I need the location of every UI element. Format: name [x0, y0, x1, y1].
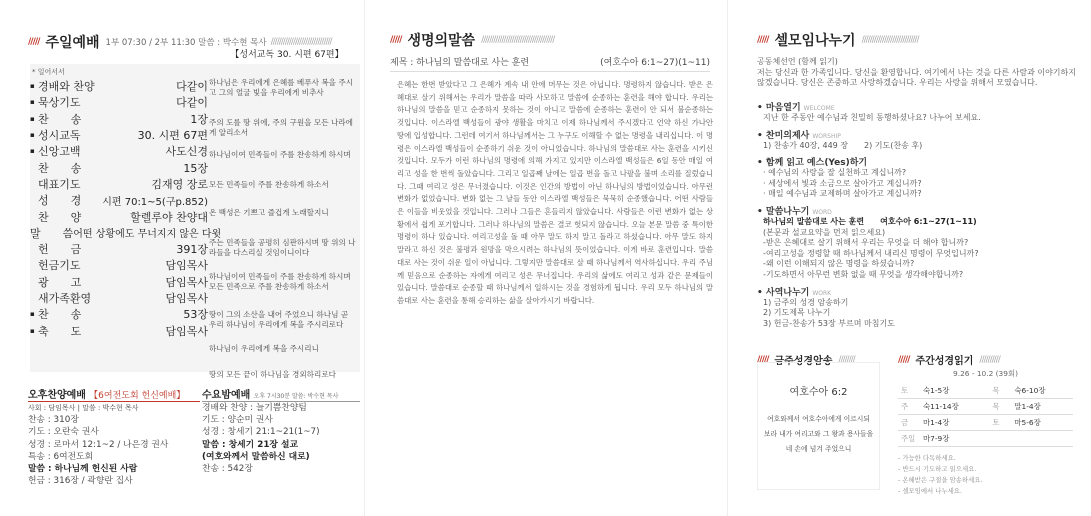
- order-who: 53장: [183, 308, 208, 322]
- fold-line-2: [727, 0, 728, 516]
- memory-ref: 여호수아 6:2: [789, 387, 848, 398]
- order-row: [30, 306, 208, 322]
- cell-line: 3) 헌금-찬송가 53장 부르며 마침기도: [763, 318, 895, 328]
- cell-line: 하나님의 말씀대로 사는 훈련 여호수아 6:1~27(1~11): [763, 216, 977, 226]
- reading-note: - 가능한 다독하세요.: [898, 454, 956, 462]
- order-row: [30, 290, 208, 306]
- afternoon-details: [28, 402, 200, 487]
- reading-day: 토: [989, 415, 1011, 431]
- order-row: [30, 274, 208, 290]
- cell-section-en: WORSHIP: [812, 132, 841, 140]
- reading-text: 말1-4장: [1011, 399, 1073, 415]
- wednesday-line: 말씀 : 창세기 21장 설교: [202, 439, 298, 450]
- cell-section-heading: [757, 204, 1077, 217]
- cell-section-en: WORD: [812, 208, 832, 216]
- order-who: 391장: [176, 243, 208, 257]
- cell-section-label: • 마음열기: [757, 103, 801, 113]
- order-name: 광 고: [38, 275, 82, 289]
- reading-table: [898, 383, 1073, 447]
- order-name: 경배와 찬양: [38, 80, 95, 94]
- cell-intro-title: 공동체선언 (함께 읽기): [757, 57, 838, 66]
- order-name: 찬 송: [38, 112, 82, 126]
- reading-day: 목: [989, 399, 1011, 415]
- order-row: [30, 257, 208, 273]
- reading-line: 땅의 모든 끝이 하나님을 경외하리로다: [209, 370, 337, 379]
- reading-text: [1011, 431, 1073, 447]
- cell-section-heading: [757, 100, 1077, 113]
- cell-line: 2) 기도제목 나누기: [763, 308, 831, 318]
- order-bullet: ▪: [30, 114, 35, 123]
- order-name: 축 도: [38, 324, 82, 338]
- cell-section-heading: [757, 155, 1077, 168]
- order-row: [30, 322, 208, 338]
- cell-header: [757, 30, 1077, 50]
- order-who: 김재영 장로: [151, 177, 208, 191]
- order-who: 담임목사: [165, 324, 208, 338]
- reading-note: - 반드시 기도하고 읽으세요.: [898, 465, 977, 473]
- cell-section-label: • 함께 읽고 예스(Yes)하기: [757, 158, 868, 169]
- sermon-title-bar: [390, 55, 710, 72]
- reading-row: [898, 415, 1073, 431]
- order-name: 찬 송: [38, 308, 82, 322]
- reading-line: 하나님이여 민족들이 주를 찬송하게 하시며: [209, 150, 351, 159]
- reading-text: 숙11-14장: [920, 399, 989, 415]
- sermon-title: 제목 : 하나님의 말씀대로 사는 훈련: [390, 58, 530, 68]
- worship-title: 주일예배: [45, 35, 100, 51]
- afternoon-tag: 【6여전도회 헌신예배】: [89, 391, 186, 401]
- reading-period: 9.26 - 10.2 (39회): [953, 369, 1018, 378]
- afternoon-line: 기도 : 오란숙 권사: [28, 427, 99, 438]
- reading-line: 땅이 그의 소산을 내어 주었으니 하나님 곧 우리 하나님이 우리에게 복을 주시리로다: [209, 310, 349, 330]
- order-name: 말 씀: [30, 226, 74, 240]
- word-title: 생명의말씀: [407, 33, 476, 49]
- cell-intro-text: 저는 당신과 한 가족입니다. 당신을 환영합니다. 여기에서 나는 것을 다른 사람과 이야기하지 않겠습니다. 당신은 존중하고 사랑하겠습니다. 우리는 사랑을 위해서 모였습니다.: [757, 67, 1076, 88]
- wednesday-line: 기도 : 양순미 권사: [202, 415, 273, 426]
- order-name: 새가족환영: [38, 292, 92, 305]
- cell-line: 1) 찬송가 40장, 449 장 2) 기도(찬송 후): [763, 140, 923, 150]
- cell-line: -여리고성을 정령할 때 하나님께서 내리신 명령이 무엇입니까?: [763, 248, 979, 258]
- order-who: 1장: [190, 112, 208, 126]
- reading-text: 마7-9장: [920, 431, 989, 447]
- reading-reference: 【성서교독 30. 시편 67편】: [230, 50, 344, 60]
- word-header: [390, 30, 710, 50]
- order-name: 성 경: [38, 194, 82, 208]
- cell-line: 1) 금주의 성경 암송하기: [763, 297, 849, 307]
- cell-section-label: • 말씀나누기: [757, 206, 810, 217]
- afternoon-line: 찬송 : 310장: [28, 415, 79, 426]
- reading-text: 숙1-5장: [920, 383, 989, 399]
- order-who: 시편 70:1~5(구p.852): [102, 196, 208, 208]
- verse-line: 보라 내가 여리고와 그 왕과 용사들을: [763, 430, 874, 438]
- wednesday-line: 찬송 : 542장: [202, 464, 253, 475]
- order-who: 다같이: [176, 80, 208, 94]
- cell-dash-right: ////////////////////////////: [861, 35, 919, 45]
- reading-note: - 온혜받은 구절을 암송하세요.: [898, 476, 983, 484]
- verse-line: 네 손에 넘겨 주었으니: [785, 445, 852, 453]
- cell-line: -기도하면서 아무런 변화 없을 때 무엇을 생각해야합니까?: [763, 269, 964, 279]
- order-row: [30, 94, 208, 110]
- reading-day: 토: [898, 383, 920, 399]
- verse-line: 여호와께서 여호수아에게 이르시되: [767, 415, 870, 423]
- afternoon-header: [28, 386, 200, 402]
- order-who: 할렐루야 찬양대: [130, 210, 208, 224]
- word-dash-right: ////////////////////////////////////: [481, 35, 555, 45]
- order-bullet: ▪: [30, 326, 35, 335]
- reading-line: 하나님은 우리에게 은혜를 베푸사 복을 주시고 그의 얼굴 빛을 우리에게 비추사: [209, 78, 354, 98]
- afternoon-line: 성경 : 로마서 12:1~2 / 나은경 권사: [28, 439, 169, 450]
- cell-intro: [757, 57, 1077, 89]
- order-who: 30. 시편 67편: [137, 129, 208, 143]
- reading-notes: [898, 453, 1073, 497]
- stand-note: * 일어서서: [32, 68, 65, 76]
- cell-line: (본문과 설교요약을 먼저 읽으세요): [763, 227, 886, 237]
- afternoon-line: 사회 : 담임목사 | 말씀 : 박수현 목사: [28, 404, 139, 412]
- wednesday-subtitle: 오후 7시30분 말씀: 박수현 목사: [253, 393, 339, 400]
- order-bullet: ▪: [30, 98, 35, 107]
- order-row: [30, 225, 222, 241]
- word-dash-left: /////: [390, 35, 402, 45]
- reading-day: 주일: [898, 431, 920, 447]
- memory-dash-right: ////////: [838, 354, 855, 365]
- reading-text: 마1-4장: [920, 415, 989, 431]
- reading-title: 주간성경읽기: [915, 356, 974, 367]
- order-row: [30, 241, 208, 257]
- worship-order-list: [30, 78, 222, 339]
- reading-line: 주는 민족들을 공평히 심판하시며 땅 위의 나라들을 다스리실 것임이니이다: [209, 238, 356, 258]
- reading-row: [898, 431, 1073, 447]
- reading-dash-right: //////////: [979, 354, 1000, 365]
- order-name: 찬 양: [38, 210, 82, 224]
- reading-line: 하나님이여 민족들이 주를 찬송하게 하시며 모든 민족으로 주를 찬송하게 하소서: [209, 272, 351, 292]
- memory-dash: /////: [757, 354, 769, 365]
- order-who: 어떤 상황에도 무너지지 않은 다윗: [73, 229, 222, 241]
- order-bullet: ▪: [30, 82, 35, 91]
- order-name: 헌 금: [38, 243, 82, 257]
- cell-section-heading: [757, 285, 1077, 298]
- order-who: 사도신경: [165, 145, 208, 159]
- reading-schedule: [898, 368, 1073, 497]
- reading-dash: /////: [898, 354, 910, 365]
- order-name: 묵상기도: [38, 96, 81, 110]
- cell-section-en: WORK: [812, 289, 832, 297]
- order-bullet: ▪: [30, 147, 35, 156]
- afternoon-line: 특송 : 6여전도회: [28, 451, 94, 462]
- reading-line: 주의 도를 땅 위에, 주의 구원을 모든 나라에게 알리소서: [209, 118, 354, 138]
- reading-row: [898, 383, 1073, 399]
- order-name: 성시교독: [38, 129, 81, 143]
- wednesday-line: 경배와 찬양 : 늘기쁨찬양팀: [202, 403, 307, 413]
- memory-verse-box: [757, 362, 880, 490]
- cell-dash-left: /////: [757, 35, 769, 45]
- order-row: [30, 143, 208, 159]
- reading-text: 숙6-10장: [1011, 383, 1073, 399]
- order-who: 담임목사: [165, 292, 208, 305]
- reading-day: 주: [898, 399, 920, 415]
- order-row: [30, 176, 208, 192]
- reading-line: 온 백성은 기쁘고 즐겁게 노래할지니: [209, 208, 329, 217]
- reading-note: - 셀모임에서 나누세요.: [898, 487, 962, 495]
- order-row: [30, 159, 208, 175]
- order-row: [30, 192, 208, 208]
- cell-line: · 매일 예수님과 교제하며 살아가고 계십니까?: [763, 189, 922, 199]
- reading-row: [898, 399, 1073, 415]
- afternoon-line: 헌금 : 316장 / 곽향란 집사: [28, 476, 133, 487]
- fold-line-1: [364, 0, 365, 516]
- sermon-ref: (여호수아 6:1~27)(1~11): [600, 58, 710, 68]
- order-name: 신앙고백: [38, 145, 81, 159]
- order-bullet: ▪: [30, 310, 35, 319]
- cell-sections: [757, 96, 1077, 329]
- cell-title: 셀모임나누기: [774, 33, 856, 49]
- reading-day: [989, 431, 1011, 447]
- header-dash-left: /////: [28, 37, 40, 47]
- memory-verse: [758, 412, 879, 457]
- order-row: [30, 78, 208, 94]
- reading-day: 금: [898, 415, 920, 431]
- wednesday-line: (여호와께서 말씀하신 대로): [202, 451, 310, 462]
- worship-subtitle: 1부 07:30 / 2부 11:30 말씀 : 박수현 목사: [105, 38, 267, 48]
- cell-section-en: WELCOME: [803, 105, 835, 112]
- order-who: 다같이: [176, 96, 208, 110]
- cell-line: · 예수님의 사랑을 잘 실천하고 계십니까?: [763, 168, 907, 178]
- order-row: [30, 127, 208, 143]
- cell-line: -왜 이런 이해되지 않은 명령을 하셨습니까?: [763, 259, 915, 269]
- cell-section-label: • 사역나누기: [757, 287, 810, 298]
- cell-line: 지난 한 주동안 예수님과 친밀히 동행하셨나요? 나누어 보세요.: [763, 113, 981, 122]
- cell-section-label: • 찬미의제사: [757, 130, 810, 141]
- cell-line: · 세상에서 빛과 소금으로 살아가고 계십니까?: [763, 178, 922, 188]
- wednesday-header: [202, 386, 360, 402]
- wednesday-title: 수요밤예배: [202, 390, 251, 401]
- afternoon-title: 오후찬양예배: [28, 390, 86, 401]
- reading-header: [898, 352, 1073, 367]
- order-row: [30, 111, 208, 127]
- order-who: 15장: [183, 161, 208, 175]
- cell-line: -받은 은혜대로 살기 위해서 우리는 무엇을 더 해야 합니까?: [763, 238, 969, 248]
- sermon-body: 은혜는 한번 받았다고 그 은혜가 계속 내 안에 머무는 것은 아닙니다. 명령하지 않습니다. 받은 은혜대로 살기 위해서는 우리가 말씀을 따라 사모하고 말씀에 순종하는 훈련을 해야 합니다. 우리는 하나님의 말씀을 믿고 순종하지 못하는 것이 아니고 말씀에 순종하는 훈련이 안 되서 불순종하는 것입니다. 이스라엘 백성들이 광야 생활을 마치고 이제 하나님께서 주시겠다고 언약 하신 가나안 땅에 입성합니다. 그런데 여기서 하나님께서는 그 누구도 이해할 수 없는 명령을 내리십니다. 이 명령은 이스라엘 백성들이 순종하기 쉬운 것이 아니었습니다. 하나님의 말씀대로 사는 훈련을 시키신 것입니다. 모두가 이런 하나님의 명령에 의해 가지고 있지만 이스라엘 백성들은 6일 동안 매일 여리고 성을 한 번씩 돌았습니다. 그리고 일곱째 날에는 일곱 번을 돌고 나팔을 불며 소리를 질렀습니다. 그때 여리고 성은 무너졌습니다. 이것은 인간의 방법이 아닌 하나님의 방법이었습니다. 아무런 변화가 없었습니다. 변화 없는 그 날들 동안 이스라엘 백성들은 묵묵히 순종했습니다. 어떤 사람들은 이들을 비웃었을 것입니다. 그러나 그들은 흔들리지 않았습니다. 사람들은 이런 변화가 없는 상황에서 쉽게 포기합니다. 그러나 하나님의 말씀은 결코 헛되지 않습니다. 오늘 본문 말씀 중 특이한 명령이 하나 있습니다. 여리고성을 돌 때 아무 말도 하지 말고 돌라고 하셨습니다. 아무 말도 하지 말라고 하신 것은 불평과 원망을 막으시려는 하나님의 뜻이었습니다. 이게 바로 훈련입니다. 말씀대로 사는 것이 쉬운 일이 아닙니다. 그렇지만 말씀대로 살 때 하나님께서 역사하십니다. 우리 주님께 믿음으로 순종하는 자에게 여리고 성은 무너집니다. 우리의 삶에도 여리고 성과 같은 문제들이 있습니다. 말씀대로 순종할 때 하나님께서 일하시는 것을 경험하게 됩니다. 우리 모두 하나님의 말씀대로 사는 훈련을 통해 승리하는 삶을 살아가시기 바랍니다.: [397, 80, 713, 305]
- order-name: 대표기도: [38, 177, 81, 191]
- afternoon-line: 말씀 : 하나님께 헌신된 사람: [28, 464, 138, 475]
- cell-section-heading: [757, 128, 1077, 141]
- order-bullet: ▪: [30, 131, 35, 140]
- order-who: 담임목사: [165, 275, 208, 289]
- wednesday-line: 성경 : 창세기 21:1~21(1~7): [202, 427, 320, 438]
- reading-day: 목: [989, 383, 1011, 399]
- order-name: 찬 송: [38, 161, 82, 175]
- reading-text: 마5-6장: [1011, 415, 1073, 431]
- order-name: 헌금기도: [38, 259, 81, 273]
- order-who: 담임목사: [165, 259, 208, 273]
- wednesday-details: [202, 402, 360, 475]
- reading-line: 모든 민족들이 주를 찬송하게 하소서: [209, 180, 329, 189]
- header-dash-right: //////////////////////////////: [270, 37, 332, 47]
- reading-line: 하나님이 우리에게 복을 주시리니: [209, 344, 319, 353]
- memory-title: 금주성경암송: [774, 356, 833, 367]
- order-row: [30, 208, 208, 224]
